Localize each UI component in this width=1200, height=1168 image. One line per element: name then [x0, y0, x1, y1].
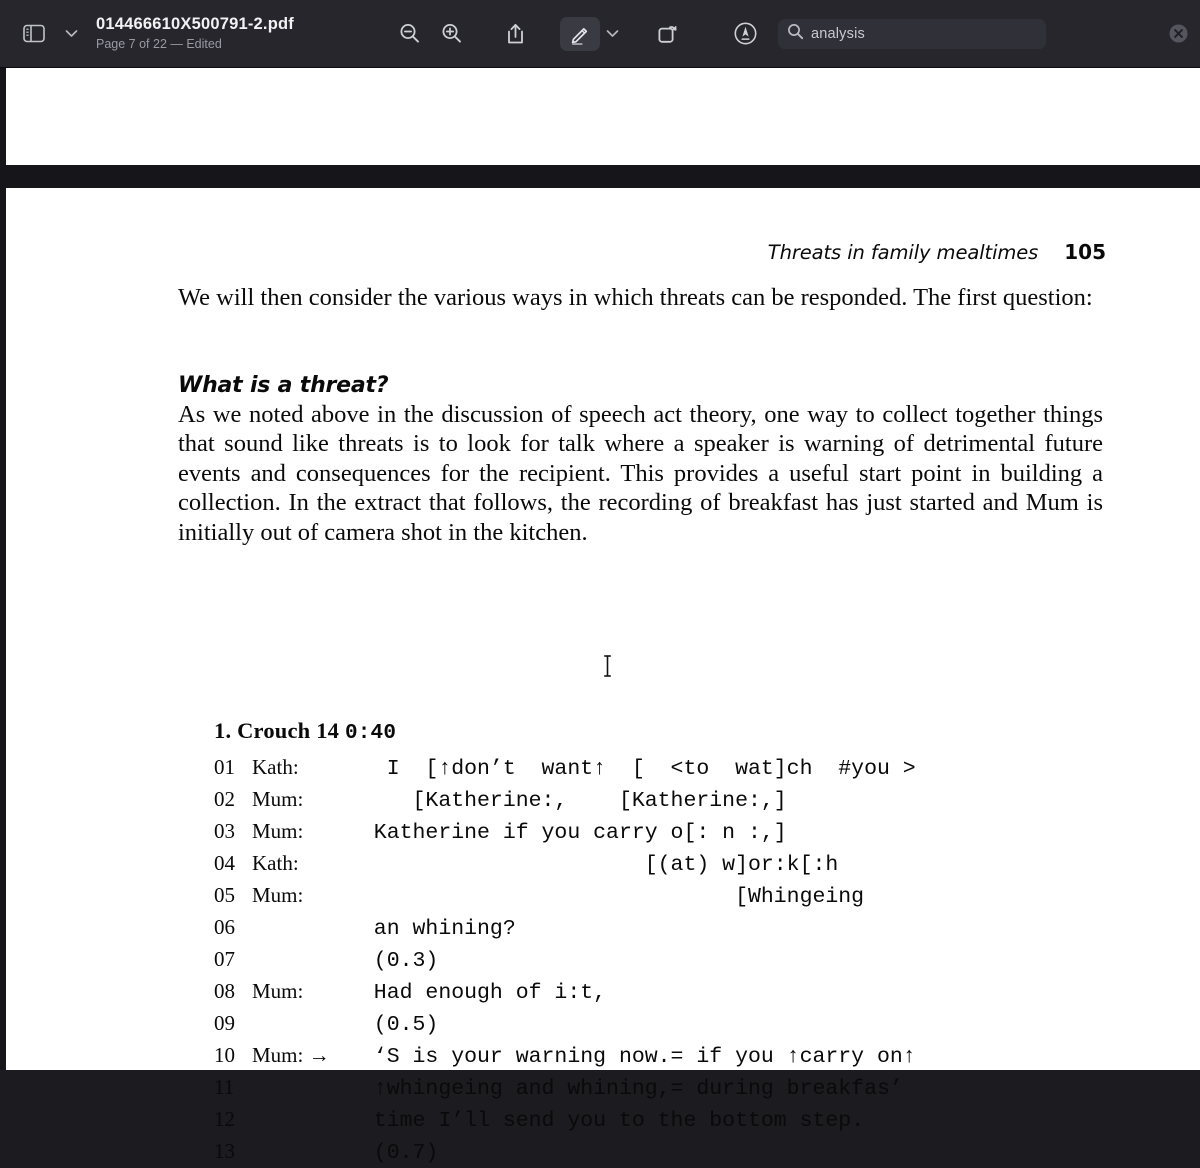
zoom-out-icon[interactable]	[390, 17, 430, 51]
transcript-text: an whining?	[348, 917, 516, 941]
annotate-pen-circle-icon[interactable]	[726, 17, 766, 51]
running-head	[768, 240, 1106, 264]
transcript-text: Katherine if you carry o[: n :,]	[348, 821, 787, 845]
transcript-line-number: 06	[214, 915, 235, 939]
transcript-text: ↑whingeing and whining,= during breakfas’	[348, 1077, 903, 1101]
transcript-text: [(at) w]or:k[:h	[348, 853, 839, 877]
transcript-line	[214, 1008, 1164, 1040]
transcript-line-number: 10	[214, 1043, 235, 1067]
share-icon[interactable]	[496, 17, 536, 51]
transcript-line-number: 04	[214, 851, 235, 875]
chevron-down-icon[interactable]	[602, 19, 624, 49]
transcript-line-number: 12	[214, 1107, 235, 1131]
transcript-line-number: 09	[214, 1011, 235, 1035]
transcript-line	[214, 912, 1164, 944]
search-query-text: analysis	[810, 25, 865, 42]
transcript-line-number: 01	[214, 755, 235, 779]
running-head-title: Threats in family mealtimes	[767, 241, 1039, 264]
transcript-line	[214, 784, 1164, 816]
transcript-line	[214, 848, 1164, 880]
section-heading: What is a threat?	[178, 372, 389, 398]
document-title: 014466610X500791-2.pdf	[96, 15, 294, 34]
transcript-line	[214, 1104, 1164, 1136]
transcript-speaker: Mum: →	[252, 1043, 330, 1067]
share-group	[496, 17, 536, 51]
transcript-line	[214, 880, 1164, 912]
transcript-text: I [↑don’t want↑ [ <to wat]ch #you >	[348, 757, 916, 781]
highlighter-pen-icon[interactable]	[560, 17, 600, 51]
transcript-text: Had enough of i:t,	[348, 981, 607, 1005]
transcript-line	[214, 1040, 1164, 1072]
pdf-page-current[interactable]	[6, 188, 1200, 1165]
transcript-text: (0.3)	[348, 949, 439, 973]
transcript-text: ‘S is your warning now.= if you ↑carry on↑	[348, 1045, 916, 1069]
document-scroll-area[interactable]	[0, 68, 1200, 1165]
rotate-group	[648, 17, 688, 51]
transcript-line-list	[214, 752, 1164, 1168]
page-number: 105	[1064, 240, 1106, 264]
search-icon	[787, 23, 804, 45]
document-subtitle: Page 7 of 22 — Edited	[96, 36, 222, 51]
paragraph-2: As we noted above in the discussion of speech act theory, one way to collect together things that sound like threats is to look for talk where a speaker is warning of detrimental future events and consequences for the recipient. This provides a useful start point in building a collection. In the extract that follows, the recording of breakfast has just started and Mum is initially out of camera shot in the kitchen.	[178, 400, 1103, 546]
zoom-in-icon[interactable]	[432, 17, 472, 51]
sidebar-toggle-group[interactable]	[14, 17, 82, 51]
toolbar-right-tools	[726, 17, 1046, 51]
toolbar-center-tools	[390, 17, 688, 51]
transcript-text: [Katherine:, [Katherine:,]	[348, 789, 787, 813]
transcript-line	[214, 752, 1164, 784]
transcript-line	[214, 1072, 1164, 1104]
transcript-speaker: Kath:	[252, 755, 299, 779]
transcript-heading	[214, 718, 1164, 745]
transcript-text: time I’ll send you to the bottom step.	[348, 1109, 865, 1133]
text-ibeam-cursor	[603, 654, 612, 678]
transcript-speaker: Mum:	[252, 883, 304, 907]
transcript-speaker: Mum:	[252, 819, 304, 843]
transcript-line-number: 07	[214, 947, 235, 971]
document-title-block	[96, 15, 294, 51]
zoom-controls	[390, 17, 472, 51]
chevron-down-icon[interactable]	[60, 19, 82, 49]
transcript-line-number: 03	[214, 819, 235, 843]
transcript-text: (0.5)	[348, 1013, 439, 1037]
transcript-line	[214, 944, 1164, 976]
transcript-line	[214, 816, 1164, 848]
transcript-line-number: 02	[214, 787, 235, 811]
transcript-text: (0.7)	[348, 1141, 439, 1165]
transcript-line-number: 08	[214, 979, 235, 1003]
rotate-icon[interactable]	[648, 17, 688, 51]
transcript-line-number: 05	[214, 883, 235, 907]
transcript-extract	[214, 718, 1164, 1168]
transcript-speaker: Mum:	[252, 787, 304, 811]
transcript-line-number: 11	[214, 1075, 235, 1099]
transcript-line	[214, 1136, 1164, 1168]
toolbar	[0, 0, 1200, 68]
transcript-text: [Whingeing	[348, 885, 865, 909]
close-circle-icon[interactable]	[1166, 22, 1190, 46]
transcript-line	[214, 976, 1164, 1008]
markup-group	[560, 17, 624, 51]
transcript-line-number: 13	[214, 1139, 235, 1163]
transcript-speaker: Mum:	[252, 979, 304, 1003]
transcript-heading-time: 0:40	[344, 722, 397, 745]
transcript-speaker: Kath:	[252, 851, 299, 875]
search-input[interactable]	[778, 19, 1046, 49]
transcript-heading-label: 1. Crouch 14	[214, 718, 345, 743]
sidebar-panel-icon[interactable]	[14, 17, 54, 51]
paragraph-1: We will then consider the various ways in which threats can be responded. The first question:	[178, 284, 1093, 311]
body-column	[178, 283, 1103, 547]
pdf-page-previous	[6, 68, 1200, 165]
